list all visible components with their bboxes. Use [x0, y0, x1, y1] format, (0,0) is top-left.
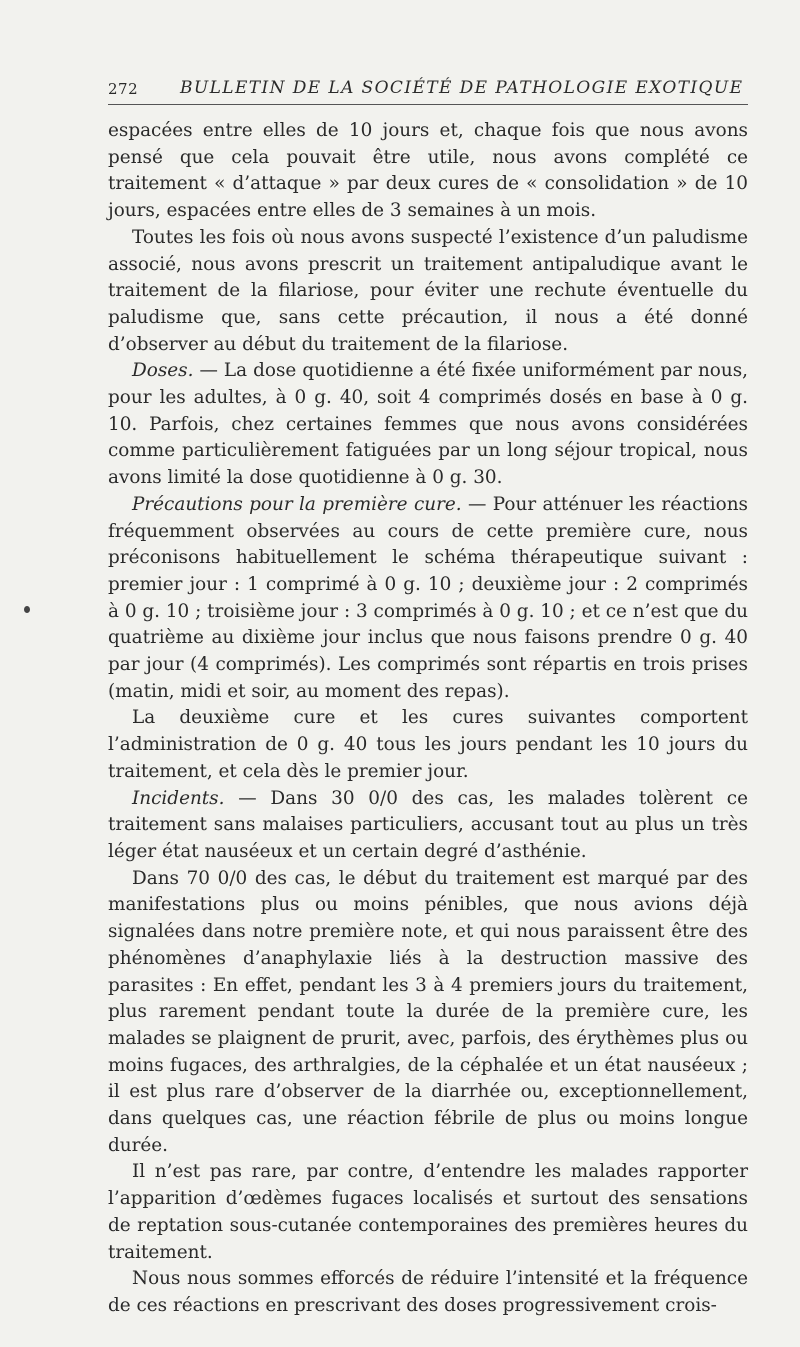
paragraph-text: espacées entre elles de 10 jours et, chaque fois que nous avons pensé que cela pouvait être utile, nous avons complété ce traitement « d’attaque » par deux cures de « consolidation » de 10 jours, espacées entre elles de 3 semaines à un mois. — [108, 120, 748, 222]
margin-mark — [24, 606, 30, 613]
paragraph-text: — Dans 30 0/0 des cas, les malades tolèrent ce traitement sans malaises particuliers, accusant tout au plus un très léger état nauséeux et un certain degré d’asthénie. — [108, 787, 748, 862]
page-number: 272 — [108, 80, 139, 98]
paragraph — [108, 492, 748, 706]
paragraph — [108, 705, 748, 785]
paragraph-lead: Doses. — [132, 360, 194, 382]
running-header — [108, 76, 748, 102]
paragraph-text: Il n’est pas rare, par contre, d’entendre les malades rapporter l’apparition d’œdèmes fugaces localisés et surtout des sensations de reptation sous-cutanée contemporaines des premières heures du traitement. — [108, 1161, 748, 1263]
paragraph — [108, 1266, 748, 1319]
paragraph-text: Nous nous sommes efforcés de réduire l’intensité et la fréquence de ces réactions en prescrivant des doses progressivement crois- — [108, 1268, 748, 1316]
header-rule — [108, 104, 748, 105]
paragraph — [108, 786, 748, 866]
article-body — [108, 118, 748, 1320]
paragraph-text: Toutes les fois où nous avons suspecté l’existence d’un paludisme associé, nous avons prescrit un traitement antipaludique avant le traitement de la filariose, pour éviter une rechute éventuelle du paludisme que, sans cette précaution, il nous a été donné d’observer au début du traitement de la filariose. — [108, 226, 748, 355]
paragraph-lead: Incidents. — [132, 787, 225, 809]
paragraph-text: — Pour atténuer les réactions fréquemment observées au cours de cette première cure, nous préconisons habituellement le schéma thérapeutique suivant : premier jour : 1 comprimé à 0 g. 10 ; deuxième jour : 2 comprimés à 0 g. 10 ; troisième jour : 3 comprimés à 0 g. 10 ; et ce n’est que du quatrième au dixième jour inclus que nous faisons prendre 0 g. 40 par jour (4 comprimés). Les comprimés sont répartis en trois prises (matin, midi et soir, au moment des repas). — [108, 493, 748, 702]
paragraph — [108, 358, 748, 492]
paragraph-text: — La dose quotidienne a été fixée uniformément par nous, pour les adultes, à 0 g. 40, soit 4 comprimés dosés en base à 0 g. 10. Parfois, chez certaines femmes que nous avons considérées comme particulièrement fatiguées par un long séjour tropical, nous avons limité la dose quotidienne à 0 g. 30. — [108, 360, 748, 489]
running-title: BULLETIN DE LA SOCIÉTÉ DE PATHOLOGIE EXOTIQUE — [180, 78, 744, 98]
paragraph-lead: Précautions pour la première cure. — [132, 493, 462, 515]
paragraph-text: Dans 70 0/0 des cas, le début du traitement est marqué par des manifestations plus ou moins pénibles, que nous avions déjà signalées dans notre première note, et qui nous paraissent être des phénomènes d’anaphylaxie liés à la destruction massive des parasites : En effet, pendant les 3 à 4 premiers jours du traitement, plus rarement pendant toute la durée de la première cure, les malades se plaignent de prurit, avec, parfois, des érythèmes plus ou moins fugaces, des arthralgies, de la céphalée et un état nauséeux ; il est plus rare d’observer de la diarrhée ou, exceptionnellement, dans quelques cas, une réaction fébrile de plus ou moins longue durée. — [108, 867, 748, 1156]
paragraph-text: La deuxième cure et les cures suivantes comportent l’administration de 0 g. 40 tous les jours pendant les 10 jours du traitement, et cela dès le premier jour. — [108, 707, 748, 782]
paragraph — [108, 118, 748, 225]
paragraph — [108, 225, 748, 359]
paragraph — [108, 1159, 748, 1266]
paragraph — [108, 866, 748, 1160]
